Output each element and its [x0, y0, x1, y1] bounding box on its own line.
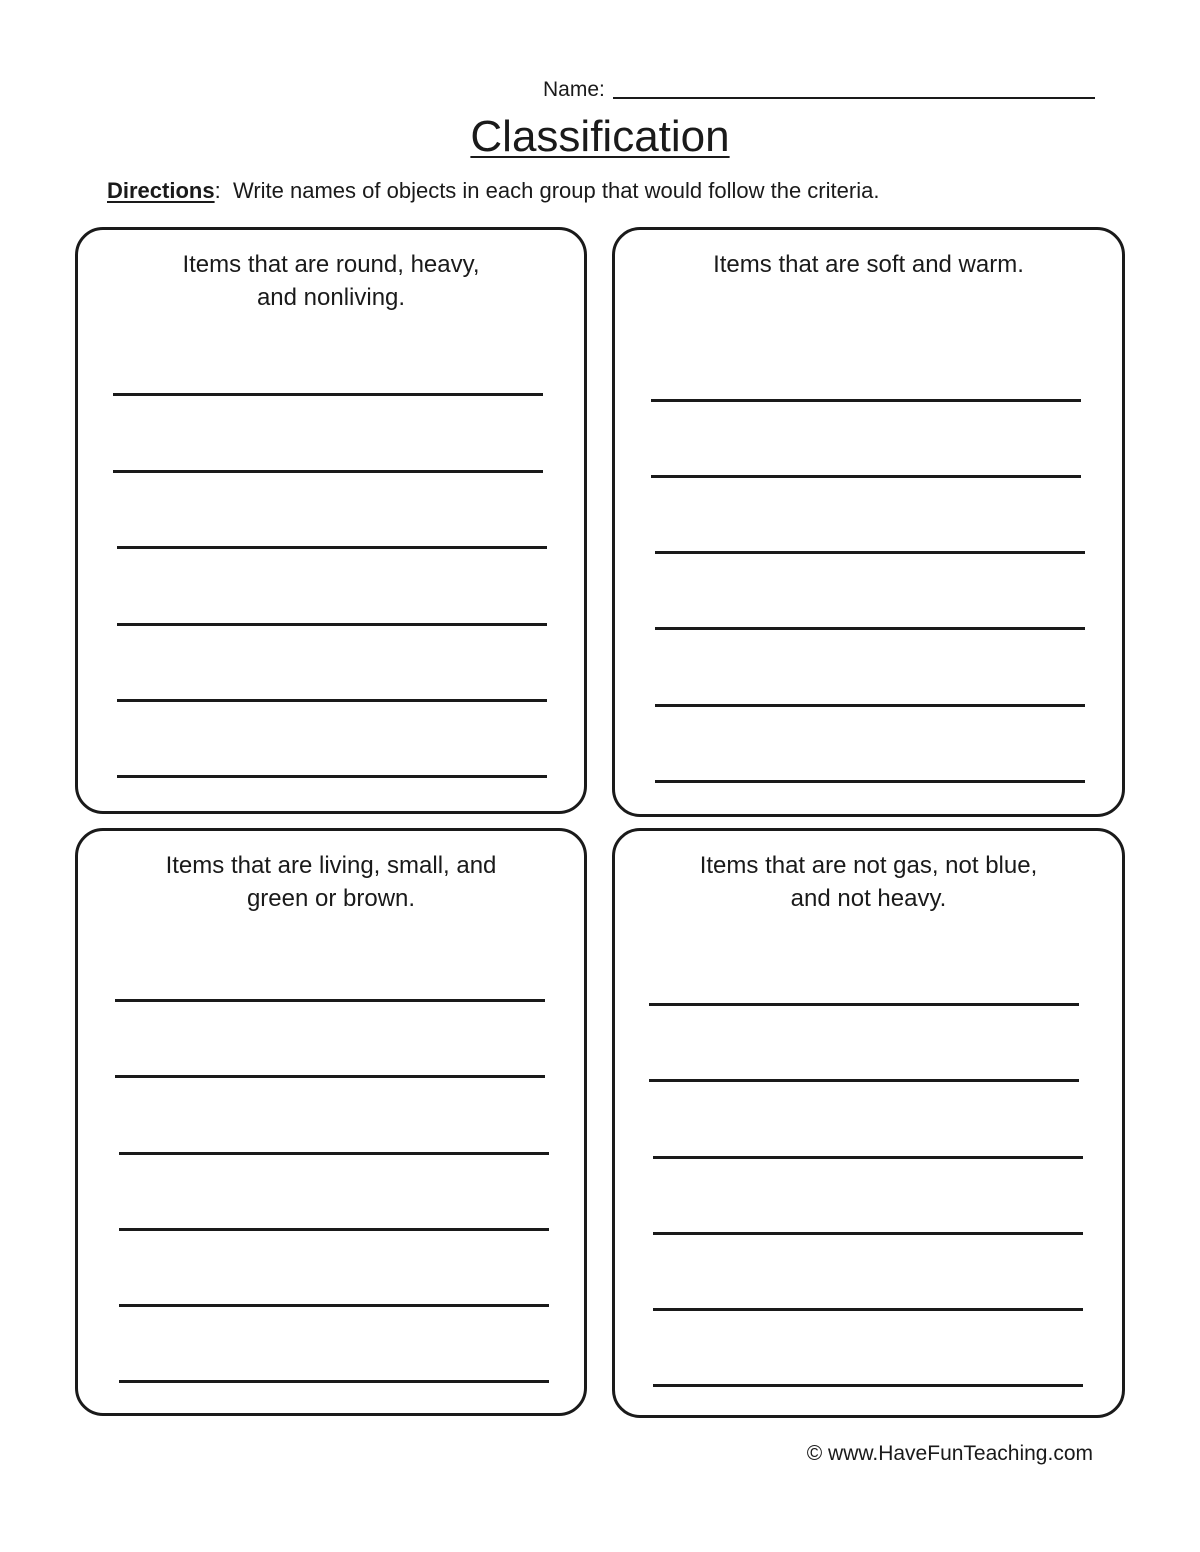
answer-line[interactable] [117, 699, 547, 702]
classification-box-1 [75, 227, 587, 814]
box-prompt [635, 849, 1102, 915]
box-prompt-line-1: Items that are soft and warm. [713, 251, 1024, 278]
answer-line[interactable] [649, 1003, 1079, 1006]
answer-line[interactable] [115, 1075, 545, 1078]
box-prompt-line-1: Items that are not gas, not blue, [699, 852, 1038, 879]
box-prompt-line-1: Items that are round, heavy, [182, 251, 480, 278]
name-blank-line[interactable] [613, 97, 1095, 99]
classification-box-4 [612, 828, 1125, 1418]
answer-line[interactable] [655, 627, 1085, 630]
answer-line[interactable] [117, 775, 547, 778]
answer-line[interactable] [653, 1308, 1083, 1311]
name-label: Name: [543, 78, 605, 101]
classification-box-3 [75, 828, 587, 1416]
answer-line[interactable] [117, 546, 547, 549]
answer-line[interactable] [119, 1228, 549, 1231]
answer-line[interactable] [651, 399, 1081, 402]
answer-line[interactable] [649, 1079, 1079, 1082]
answer-line[interactable] [119, 1380, 549, 1383]
answer-line[interactable] [651, 475, 1081, 478]
box-prompt [98, 248, 564, 314]
answer-line[interactable] [655, 704, 1085, 707]
answer-line[interactable] [113, 470, 543, 473]
box-prompt-line-2: and nonliving. [256, 284, 406, 311]
box-prompt [98, 849, 564, 915]
box-prompt-line-2: green or brown. [246, 885, 416, 912]
copyright-footer: © www.HaveFunTeaching.com [806, 1442, 1093, 1465]
directions-separator: : [214, 178, 221, 203]
directions-label: Directions [107, 178, 215, 203]
box-prompt-line-1: Items that are living, small, and [165, 852, 497, 879]
answer-line[interactable] [117, 623, 547, 626]
page-title-text: Classification [470, 112, 730, 161]
answer-line[interactable] [655, 551, 1085, 554]
directions-text: Write names of objects in each group that would follow the criteria. [232, 178, 880, 203]
directions [107, 176, 1107, 206]
answer-line[interactable] [119, 1304, 549, 1307]
answer-line[interactable] [113, 393, 543, 396]
answer-line[interactable] [653, 1156, 1083, 1159]
name-field-row [543, 72, 1095, 102]
answer-line[interactable] [115, 999, 545, 1002]
answer-line[interactable] [655, 780, 1085, 783]
answer-line[interactable] [653, 1232, 1083, 1235]
answer-line[interactable] [119, 1152, 549, 1155]
page-title [0, 110, 1200, 164]
box-prompt [635, 248, 1102, 281]
box-prompt-line-2: and not heavy. [790, 885, 947, 912]
classification-box-2 [612, 227, 1125, 817]
answer-line[interactable] [653, 1384, 1083, 1387]
